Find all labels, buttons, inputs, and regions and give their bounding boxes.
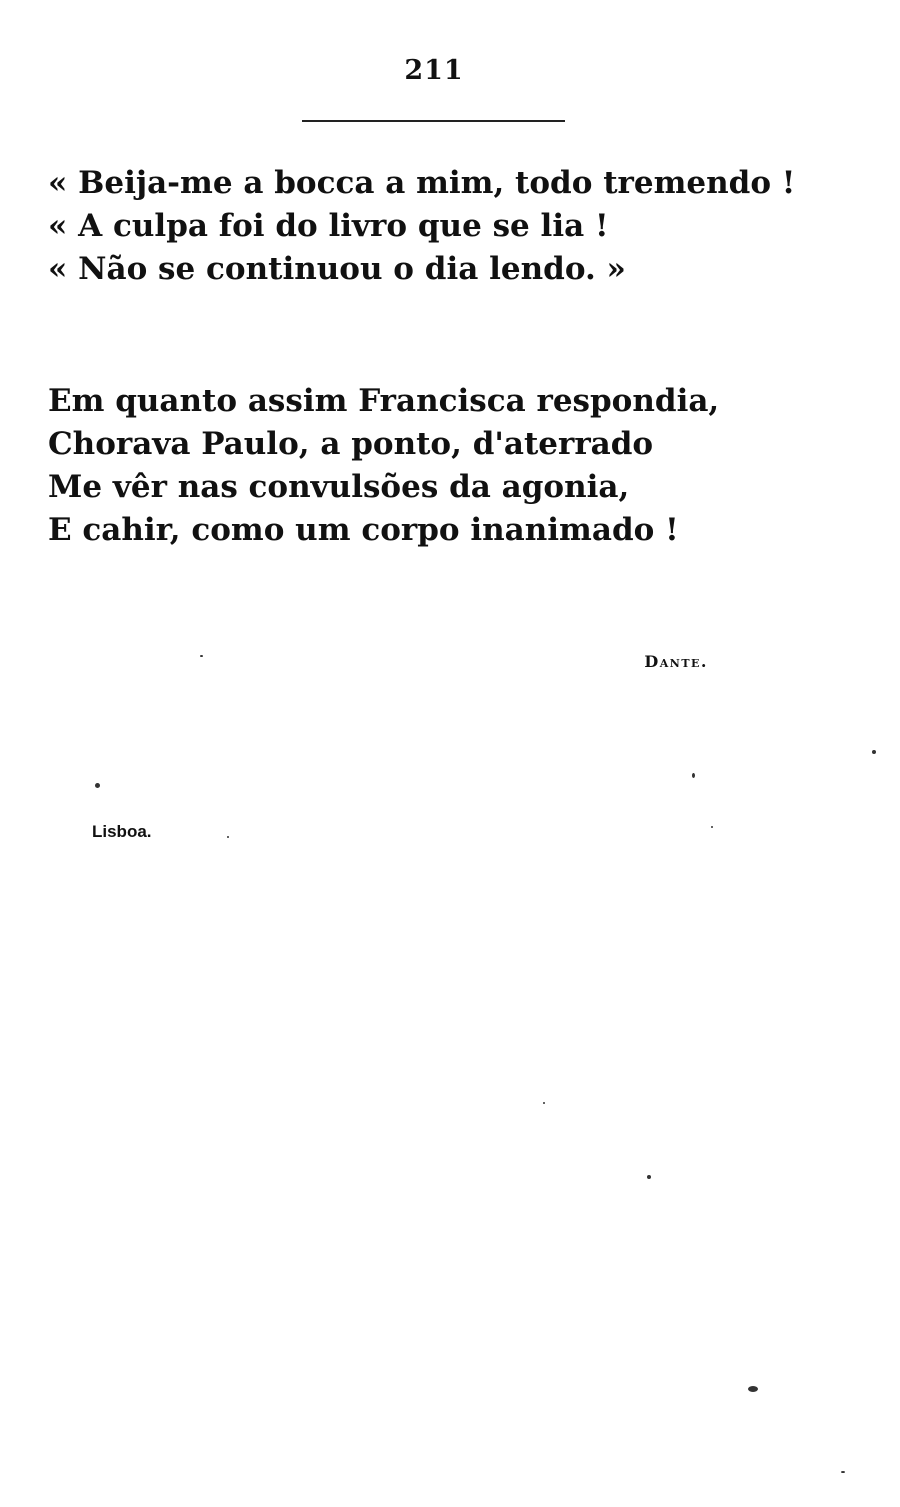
scan-speck [872, 750, 876, 754]
scan-speck [841, 1471, 845, 1473]
place-name: Lisboa. [92, 822, 152, 841]
scan-speck [692, 773, 695, 778]
verse-line: « Não se continuou o dia lendo. » [48, 251, 626, 287]
verse-stanza-1 [48, 162, 795, 291]
scan-speck [711, 826, 713, 828]
scan-speck [748, 1386, 758, 1392]
scan-speck [647, 1175, 651, 1179]
header-rule [302, 120, 565, 122]
verse-line: Em quanto assim Francisca respondia, [48, 383, 720, 419]
author-signature: Dante. [644, 652, 708, 671]
verse-stanza-2 [48, 380, 719, 552]
verse-line: E cahir, como um corpo inanimado ! [48, 512, 679, 548]
verse-line: « Beija-me a bocca a mim, todo tremendo ! [48, 165, 796, 201]
scan-speck [543, 1102, 545, 1104]
verse-line: Me vêr nas convulsões da agonia, [48, 469, 630, 505]
scan-speck [95, 783, 100, 788]
verse-line: Chorava Paulo, a ponto, d'aterrado [48, 426, 654, 462]
page-number: 211 [404, 55, 464, 86]
scan-speck [227, 836, 229, 838]
scan-speck [200, 655, 203, 657]
verse-line: « A culpa foi do livro que se lia ! [48, 208, 609, 244]
